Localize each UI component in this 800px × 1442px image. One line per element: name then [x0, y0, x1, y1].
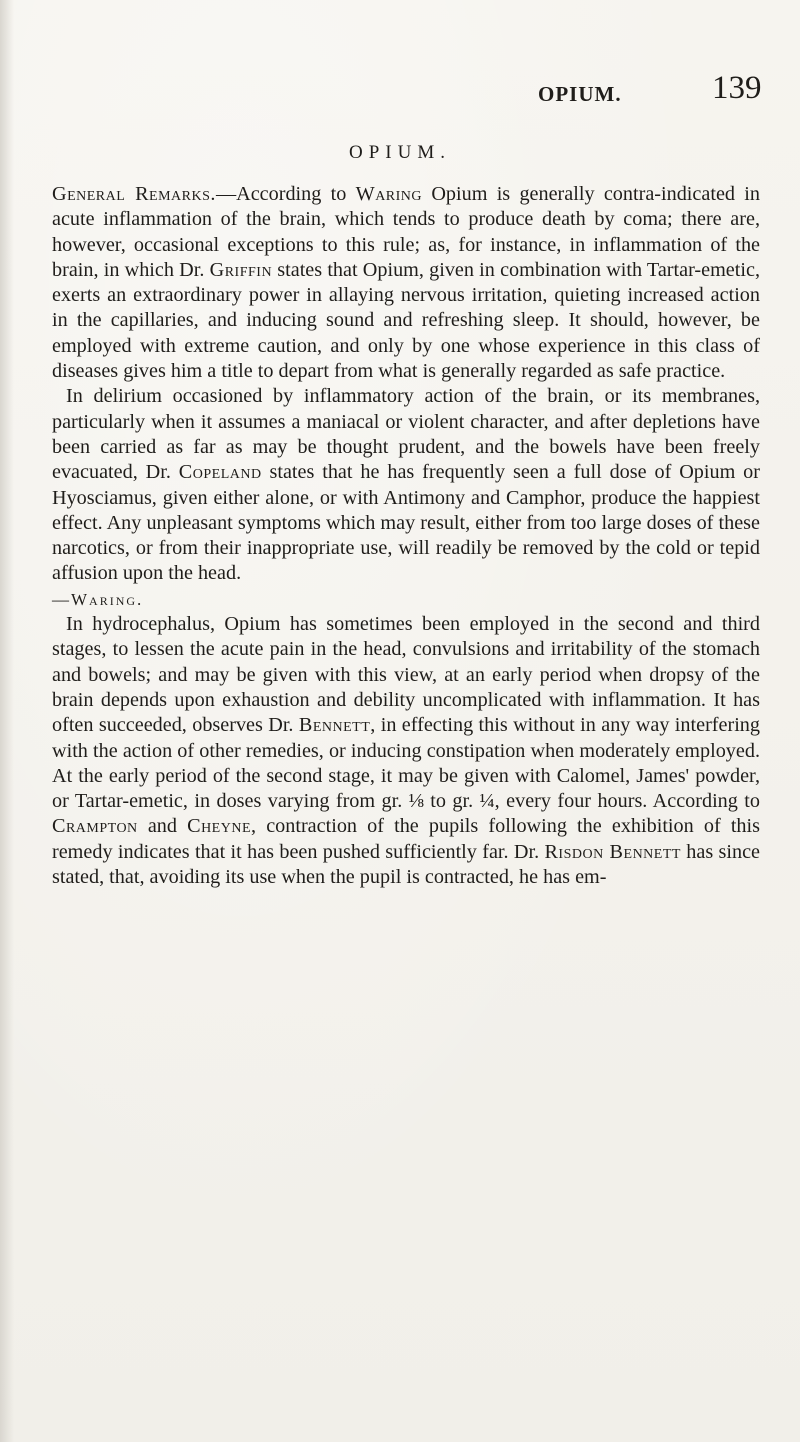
text-run: states that Opium, given in combination with Tartar-emetic, exerts an extraordinary power in allaying nervous irritation, quieting increased action in the capillaries, and inducing sound and refreshing sleep. It should, however, be employed with extreme caution, and only by one whose experience in this class of diseases gives him a title to depart from what is generally regarded as safe practice. [52, 258, 760, 383]
author-name: Cheyne [187, 815, 252, 838]
body-text [52, 182, 760, 890]
signature: —Waring. [52, 589, 144, 609]
running-head: OPIUM. [538, 82, 622, 106]
text-run: , contraction of the pupils following the exhibition of this remedy indicates that it has been pushed sufficiently far. Dr. [52, 815, 760, 863]
text-run: Opium is generally contra-indicated in acute inflammation of the brain, which tends to produce death by coma; there are, however, occasional exceptions to this rule; as, for instance, in inflammation of the brain, in which Dr. [52, 183, 760, 281]
text-run: In delirium occasioned by inflammatory action of the brain, or its membranes, particularly when it assumes a maniacal or violent character, and after depletions have been carried as far as may be thought prudent, and the bowels have been freely evacuated, Dr. [52, 385, 760, 484]
author-name: Risdon Bennett [544, 840, 681, 863]
section-title: OPIUM. [349, 142, 451, 163]
text-run: has since stated, that, avoiding its use when the pupil is contracted, he has em- [52, 840, 761, 889]
author-name: Crampton [52, 815, 138, 838]
author-name: Griffin [209, 258, 273, 281]
text-run: and [137, 815, 188, 838]
text-run: states that he has frequently seen a full dose of Opium or Hyosciamus, given either alone, or with Antimony and Camphor, produce the happiest effect. Any unpleasant symptoms which may result, either from too large doses of these narcotics, or from their inappropriate use, will readily be removed by the cold or tepid affusion upon the head. [52, 461, 760, 585]
text-run: , in effecting this without in any way interfering with the action of other remedies, or inducing constipation when moderately employed. At the early period of the second stage, it may be given with Calomel, James' powder, or Tartar-emetic, in doses varying from gr. ⅛ to gr. ¼, every four hours. According to [52, 714, 760, 813]
text-run: In hydrocephalus, Opium has sometimes been employed in the second and third stages, to lessen the acute pain in the head, convulsions and irritability of the stomach and bowels; and may be given with this view, at an early period when dropsy of the brain depends upon exhaustion and debility uncomplicated with inflammation. It has often succeeded, observes Dr. [52, 613, 760, 737]
paragraph-delirium [52, 384, 760, 612]
paragraph-hydrocephalus [52, 612, 760, 890]
paragraph-general-remarks [52, 182, 760, 384]
author-name: Copeland [178, 461, 262, 484]
page-number: 139 [712, 70, 762, 106]
paragraph-lead: General Remarks. [52, 183, 216, 205]
author-name: Waring [355, 183, 423, 205]
author-name: Bennett [298, 714, 371, 737]
page-edge-shadow [0, 0, 14, 1442]
text-run: —According to [215, 183, 356, 205]
